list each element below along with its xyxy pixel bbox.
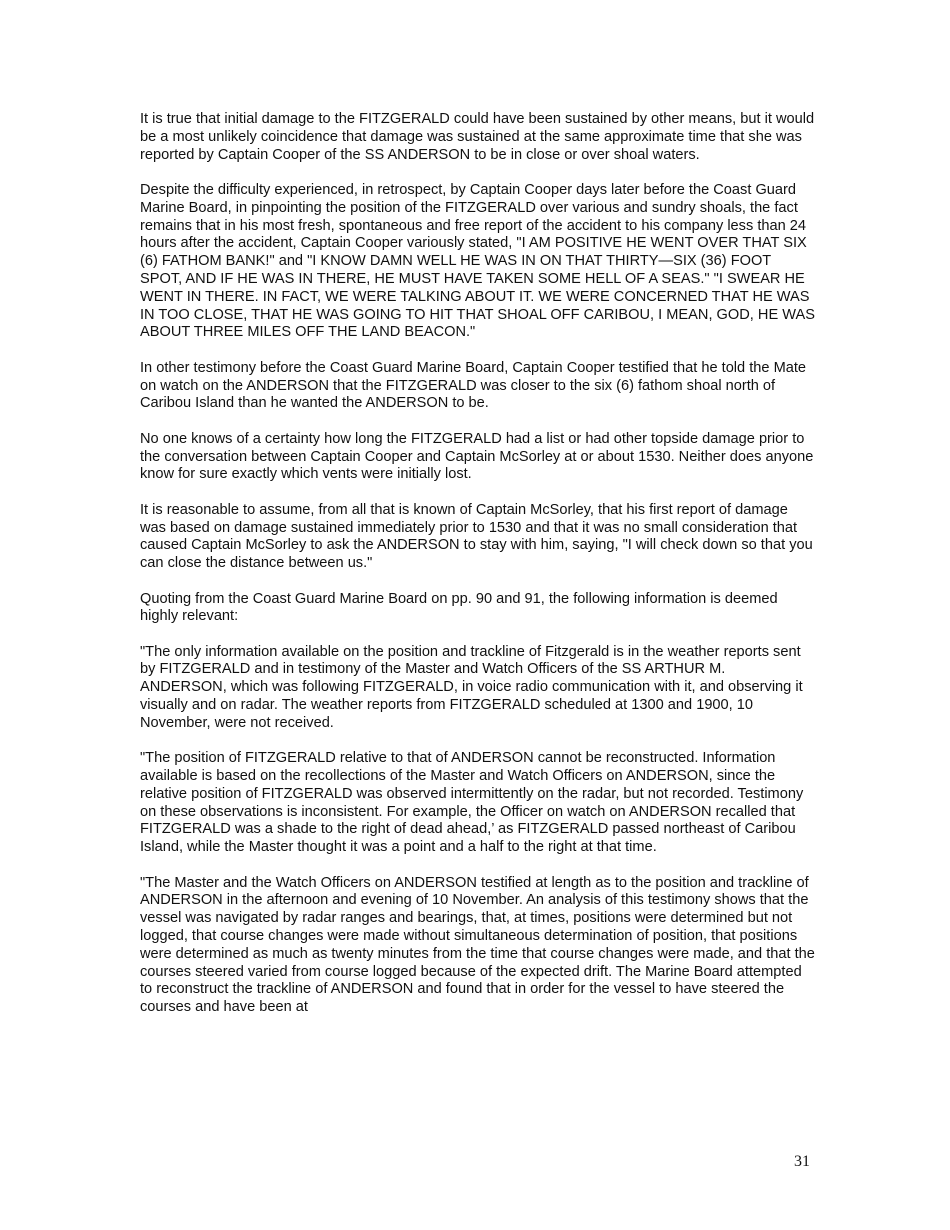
paragraph-5: It is reasonable to assume, from all that is known of Captain McSorley, that his first report of damage was based on damage sustained immediately prior to 1530 and that it was no small consideration that caused Captain McSorley to ask the ANDERSON to stay with him, saying, "I will check down so that you can close the distance between us." <box>140 501 813 572</box>
paragraph-8: "The position of FITZGERALD relative to that of ANDERSON cannot be reconstructed. Information available is based on the recollections of the Master and Watch Officers on ANDERSON, since the relative position of FITZGERALD was observed intermittently on the radar, but not recorded. Testimony on these observations is inconsistent. For example, the Officer on watch on ANDERSON recalled that FITZGERALD was a shade to the right of dead ahead,’ as FITZGERALD passed northeast of Caribou Island, while the Master thought it was a point and a half to the right at that time. <box>140 750 804 856</box>
paragraph-9: "The Master and the Watch Officers on ANDERSON testified at length as to the position and trackline of ANDERSON in the afternoon and evening of 10 November. An analysis of this testimony shows that the vessel was navigated by radar ranges and bearings, that, at times, positions were determined but not logged, that course changes were made without simultaneous determination of position, that positions were determined as much as twenty minutes from the time that course changes were made, and that the courses steered varied from course logged because of the expected drift. The Marine Board attempted to reconstruct the trackline of ANDERSON and found that in order for the vessel to have steered the courses and have been at <box>140 874 815 1016</box>
document-body <box>140 111 815 1035</box>
paragraph-3: In other testimony before the Coast Guard Marine Board, Captain Cooper testified that he told the Mate on watch on the ANDERSON that the FITZGERALD was closer to the six (6) fathom shoal north of Caribou Island than he wanted the ANDERSON to be. <box>140 359 807 412</box>
paragraph-6: Quoting from the Coast Guard Marine Board on pp. 90 and 91, the following information is deemed highly relevant: <box>140 590 778 625</box>
paragraph-7: "The only information available on the position and trackline of Fitzgerald is in the weather reports sent by FITZGERALD and in testimony of the Master and Watch Officers of the SS ARTHUR M. ANDERSON, which was following FITZGERALD, in voice radio communication with it, and observing it visually and on radar. The weather reports from FITZGERALD scheduled at 1300 and 1900, 10 November, were not received. <box>140 643 803 731</box>
paragraph-1: It is true that initial damage to the FITZGERALD could have been sustained by other means, but it would be a most unlikely coincidence that damage was sustained at the same approximate time that she was reported by Captain Cooper of the SS ANDERSON to be in close or over shoal waters. <box>140 111 815 163</box>
page-number: 31 <box>794 1153 810 1170</box>
paragraph-4: No one knows of a certainty how long the FITZGERALD had a list or had other topside damage prior to the conversation between Captain Cooper and Captain McSorley at or about 1530. Neither does anyone know for sure exactly which vents were initially lost. <box>140 430 814 483</box>
paragraph-2: Despite the difficulty experienced, in retrospect, by Captain Cooper days later before the Coast Guard Marine Board, in pinpointing the position of the FITZGERALD over various and sundry shoals, the fact remains that in his most fresh, spontaneous and free report of the accident to his company less than 24 hours after the accident, Captain Cooper variously stated, "I AM POSITIVE HE WENT OVER THAT SIX (6) FATHOM BANK!" and "I KNOW DAMN WELL HE WAS IN ON THAT THIRTY—SIX (36) FOOT SPOT, AND IF HE WAS IN THERE, HE MUST HAVE TAKEN SOME HELL OF A SEAS." "I SWEAR HE WENT IN THERE. IN FACT, WE WERE TALKING ABOUT IT. WE WERE CONCERNED THAT HE WAS IN TOO CLOSE, THAT HE WAS GOING TO HIT THAT SHOAL OFF CARIBOU, I MEAN, GOD, HE WAS ABOUT THREE MILES OFF THE LAND BEACON." <box>140 181 815 341</box>
